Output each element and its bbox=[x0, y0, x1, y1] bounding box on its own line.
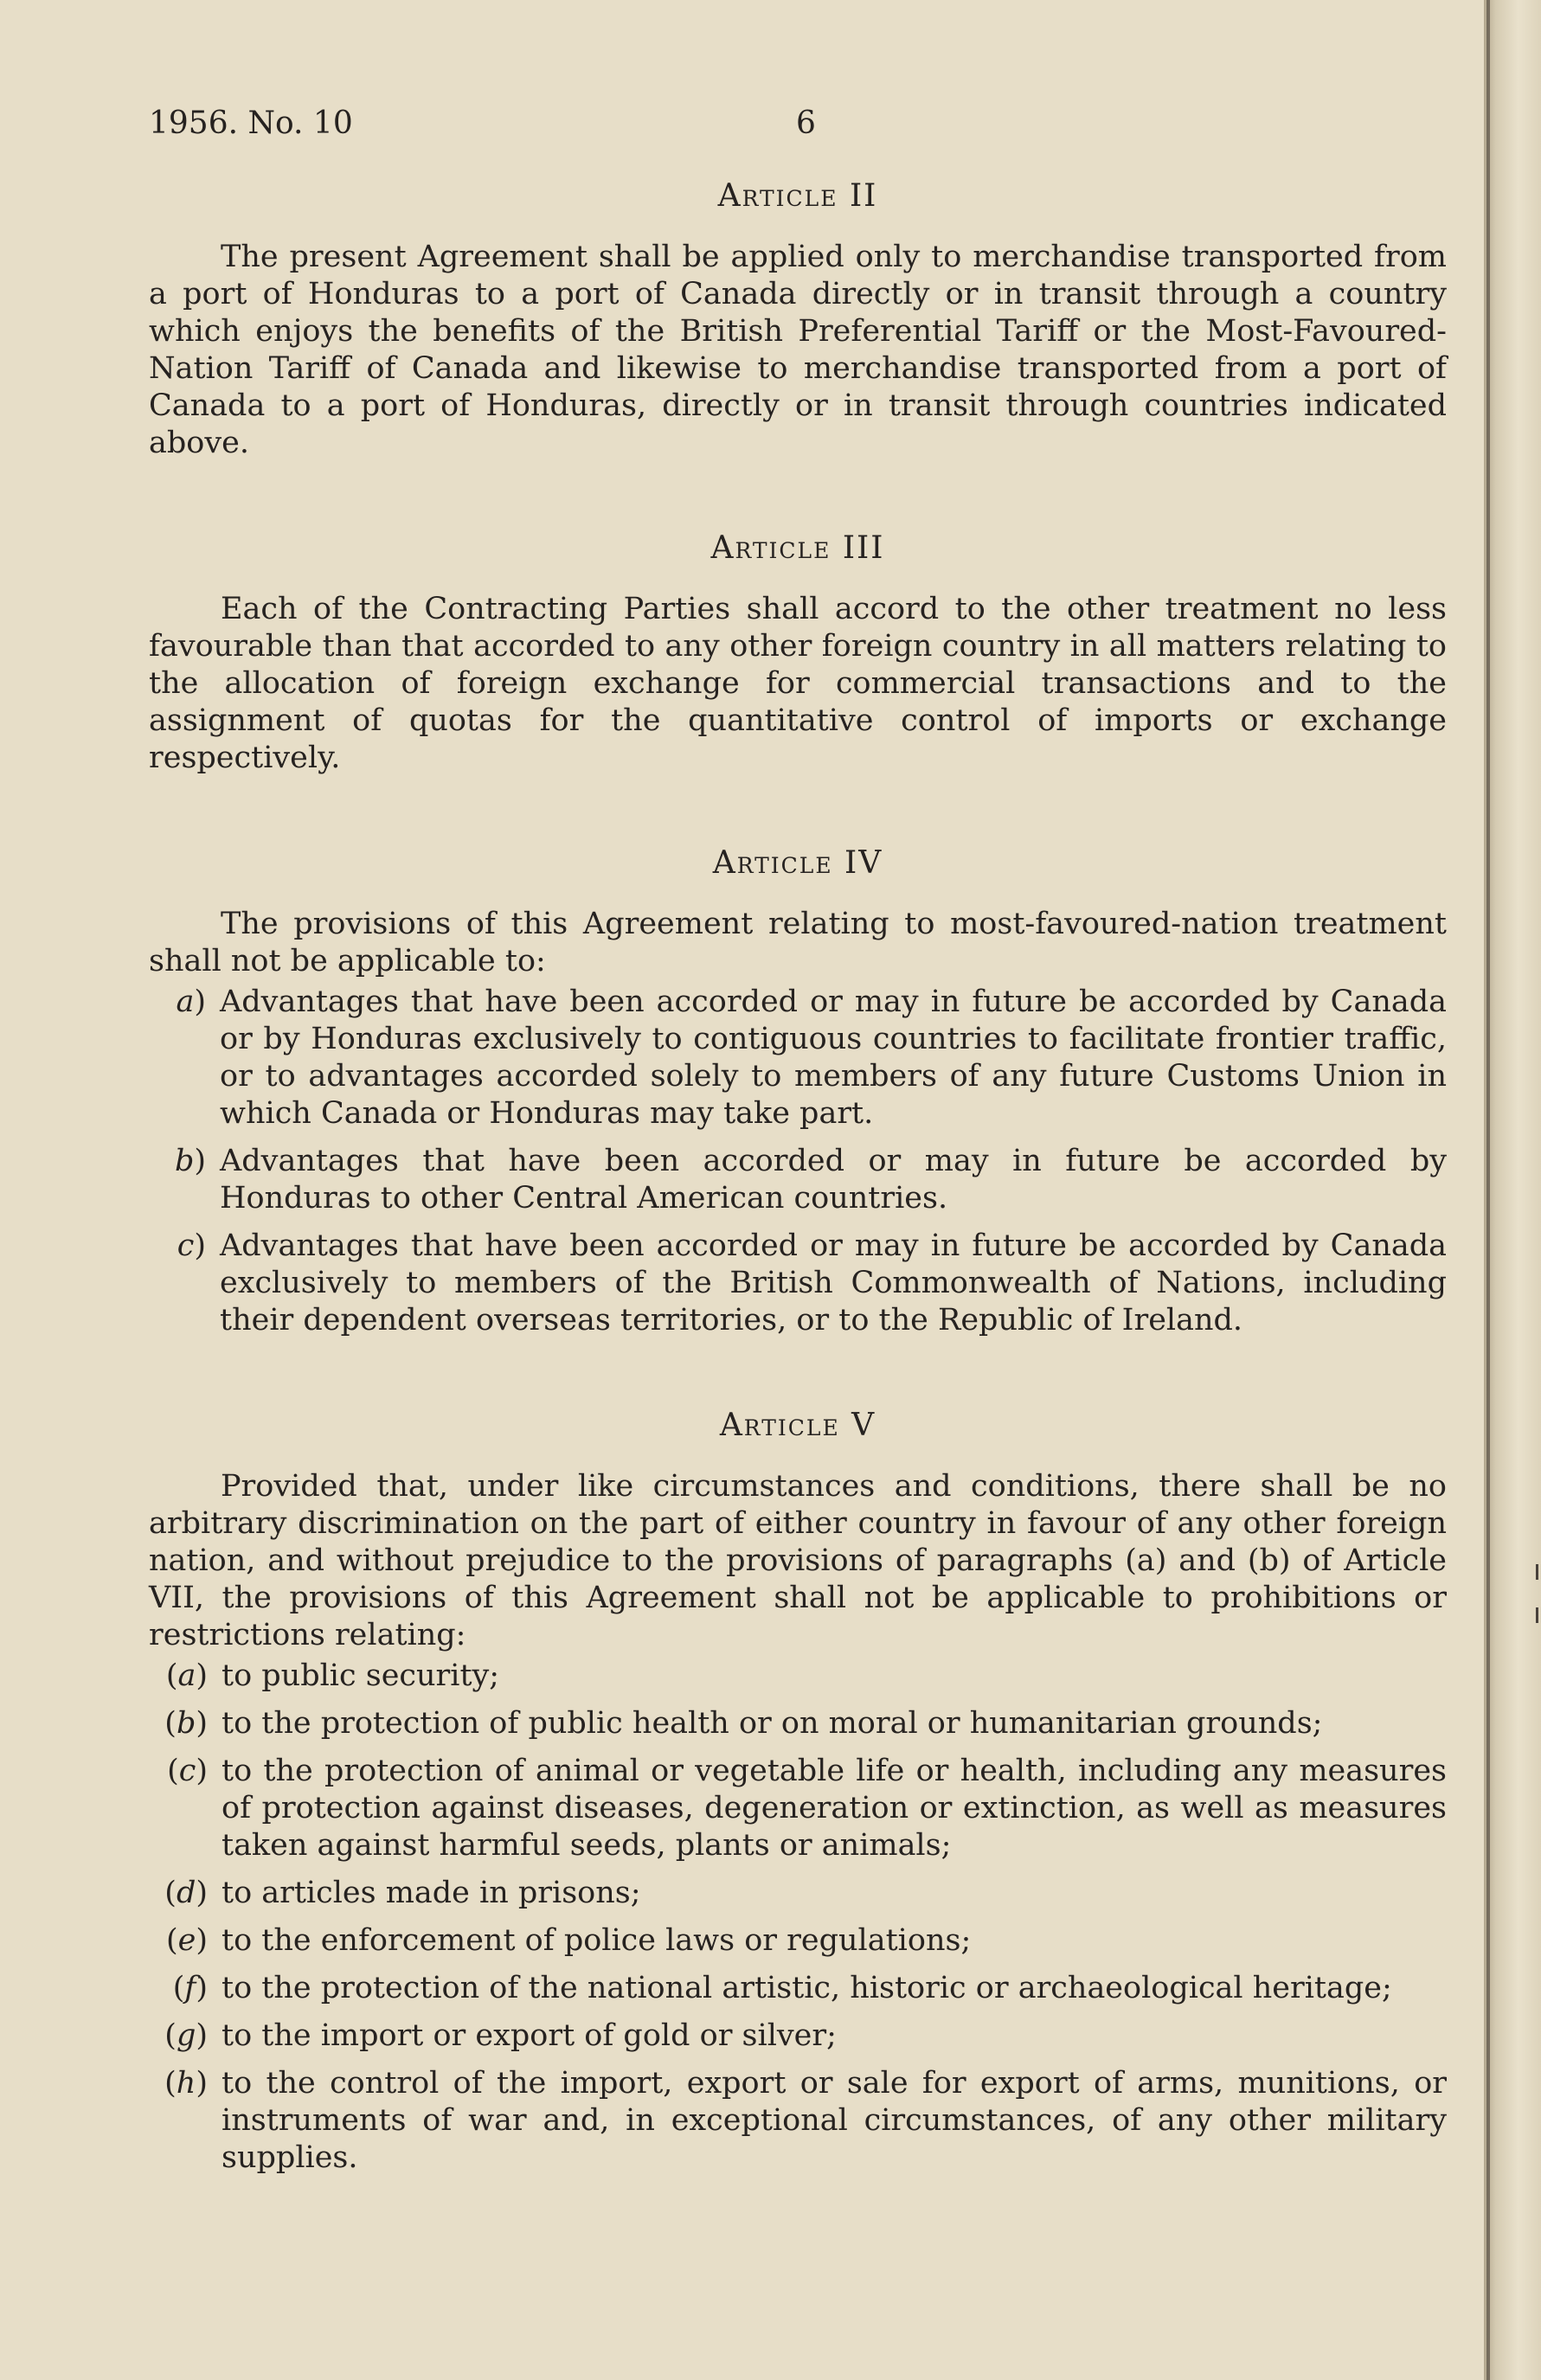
list-item bbox=[149, 1875, 1447, 1912]
article-2 bbox=[149, 177, 1447, 462]
item-marker: (e) bbox=[165, 1923, 208, 1958]
document-body bbox=[149, 177, 1447, 2244]
list-item bbox=[149, 1228, 1447, 1339]
article-paragraph: Provided that, under like circumstances and conditions, there shall be no arbitrary discrimination on the part of either country in favour of any other foreign nation, and without prejudice to the provisions of paragraphs (a) and (b) of Article VII, the provisions of this Agreement shall not be applicable to prohibitions or restrictions relating: bbox=[149, 1469, 1447, 1652]
item-marker: c) bbox=[177, 1228, 206, 1263]
article-heading: Article V bbox=[719, 1408, 876, 1443]
item-marker: a) bbox=[176, 985, 206, 1019]
list-item bbox=[149, 1143, 1447, 1217]
article-paragraph: Each of the Contracting Parties shall accord to the other treatment no less favourable than that accorded to any other foreign country in all matters relating to the allocation of foreign exchange for commercial transactions and to the assignment of quotas for the quantitative control of imports or exchange respectively. bbox=[149, 592, 1447, 775]
item-marker: (f) bbox=[172, 1971, 208, 2005]
edge-mark bbox=[1536, 1564, 1538, 1580]
article-paragraph: The provisions of this Agreement relating to most-favoured-nation treatment shall not be applicable to: bbox=[149, 907, 1447, 978]
item-text: Advantages that have been accorded or may in future be accorded by Honduras to other Central American countries. bbox=[220, 1144, 1447, 1216]
item-text: to the enforcement of police laws or regulations; bbox=[222, 1923, 972, 1958]
item-marker: (a) bbox=[165, 1658, 208, 1693]
exception-list bbox=[149, 984, 1447, 1339]
gazette-reference: 1956. No. 10 bbox=[149, 106, 353, 141]
page-header bbox=[149, 106, 1447, 157]
list-item bbox=[149, 2018, 1447, 2055]
article-4 bbox=[149, 844, 1447, 1339]
article-3 bbox=[149, 529, 1447, 777]
item-marker: b) bbox=[174, 1144, 206, 1178]
article-5 bbox=[149, 1407, 1447, 2177]
page-edge bbox=[1484, 0, 1541, 2380]
list-item bbox=[149, 1658, 1447, 1695]
item-text: to the import or export of gold or silver; bbox=[222, 2018, 837, 2053]
item-text: to public security; bbox=[222, 1658, 500, 1693]
item-marker: (c) bbox=[167, 1754, 208, 1788]
binding-line bbox=[1486, 0, 1490, 2380]
article-heading: Article II bbox=[717, 178, 878, 214]
item-text: Advantages that have been accorded or may in future be accorded by Canada or by Honduras exclusively to contiguous countries to facilitate frontier traffic, or to advantages accorded solely to members of any future Customs Union in which Canada or Honduras may take part. bbox=[220, 985, 1447, 1131]
item-text: to the protection of animal or vegetable life or health, including any measures of protection against diseases, degeneration or extinction, as well as measures taken against harmful seeds, plants or animals; bbox=[222, 1754, 1447, 1863]
page-number: 6 bbox=[796, 106, 816, 141]
item-marker: (d) bbox=[164, 1876, 208, 1910]
item-text: to the protection of public health or on moral or humanitarian grounds; bbox=[222, 1706, 1323, 1741]
item-text: to the protection of the national artistic, historic or archaeological heritage; bbox=[222, 1971, 1392, 2005]
item-marker: (h) bbox=[164, 2066, 208, 2101]
item-marker: (g) bbox=[164, 2018, 208, 2053]
item-text: to the control of the import, export or sale for export of arms, munitions, or instruments of war and, in exceptional circumstances, of any other military supplies. bbox=[222, 2066, 1447, 2175]
edge-mark bbox=[1536, 1607, 1538, 1623]
article-heading: Article III bbox=[710, 530, 885, 566]
list-item bbox=[149, 984, 1447, 1132]
list-item bbox=[149, 1922, 1447, 1960]
article-heading: Article IV bbox=[712, 845, 883, 881]
list-item bbox=[149, 1705, 1447, 1742]
item-text: Advantages that have been accorded or may in future be accorded by Canada exclusively to members of the British Commonwealth of Nations, including their dependent overseas territories, or to the Republic of Ireland. bbox=[220, 1228, 1447, 1338]
list-item bbox=[149, 1970, 1447, 2007]
item-marker: (b) bbox=[164, 1706, 208, 1741]
list-item bbox=[149, 2065, 1447, 2177]
list-item bbox=[149, 1753, 1447, 1864]
article-paragraph: The present Agreement shall be applied only to merchandise transported from a port of Honduras to a port of Canada directly or in transit through a country which enjoys the benefits of the British Preferential Tariff or the Most-Favoured-Nation Tariff of Canada and likewise to merchandise transported from a port of Canada to a port of Honduras, directly or in transit through countries indicated above. bbox=[149, 240, 1447, 460]
restriction-list bbox=[149, 1658, 1447, 2177]
item-text: to articles made in prisons; bbox=[222, 1876, 641, 1910]
